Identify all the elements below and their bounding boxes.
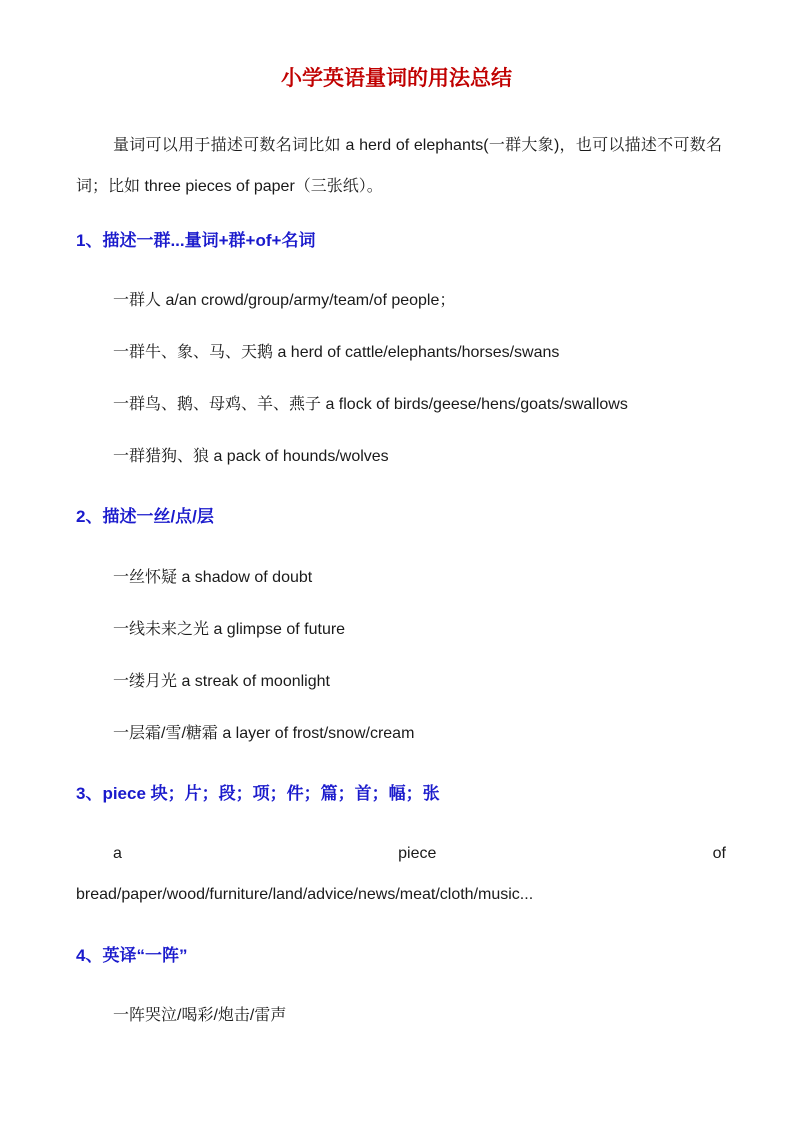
section-2-heading: 2、描述一丝/点/层 bbox=[76, 507, 214, 526]
intro-paragraph: 量词可以用于描述可数名词比如 a herd of elephants(一群大象)，也可以描述不可数名词；比如 three pieces of paper（三张纸）。 bbox=[76, 137, 722, 195]
justified-line bbox=[113, 842, 726, 866]
section-2-item: 一线未来之光 a glimpse of future bbox=[113, 621, 346, 638]
section-1-item: 一群鸟、鹅、母鸡、羊、燕子 a flock of birds/geese/hens/goats/swallows bbox=[113, 396, 628, 413]
section-2-item: 一丝怀疑 a shadow of doubt bbox=[113, 569, 313, 586]
section-2-item: 一缕月光 a streak of moonlight bbox=[113, 673, 330, 690]
section-3-heading: 3、piece 块；片；段；项；件；篇；首；幅；张 bbox=[76, 784, 440, 803]
section-4-heading: 4、英译“一阵” bbox=[76, 946, 188, 965]
section-1-item: 一群人 a/an crowd/group/army/team/of people； bbox=[113, 292, 456, 309]
section-1-item: 一群猎狗、狼 a pack of hounds/wolves bbox=[113, 448, 389, 465]
page-title: 小学英语量词的用法总结 bbox=[281, 65, 512, 90]
section-4-item: 一阵哭泣/喝彩/炮击/雷声 bbox=[113, 1007, 287, 1024]
section-2-item: 一层霜/雪/糖霜 a layer of frost/snow/cream bbox=[113, 725, 415, 742]
spread-word: a bbox=[113, 845, 122, 862]
continuation-line: bread/paper/wood/furniture/land/advice/news/meat/cloth/music... bbox=[76, 886, 534, 903]
spread-word: piece bbox=[398, 845, 437, 862]
section-1-heading: 1、描述一群...量词+群+of+名词 bbox=[76, 231, 316, 250]
section-1-item: 一群牛、象、马、天鹅 a herd of cattle/elephants/horses/swans bbox=[113, 344, 560, 361]
spread-word: of bbox=[712, 845, 726, 862]
